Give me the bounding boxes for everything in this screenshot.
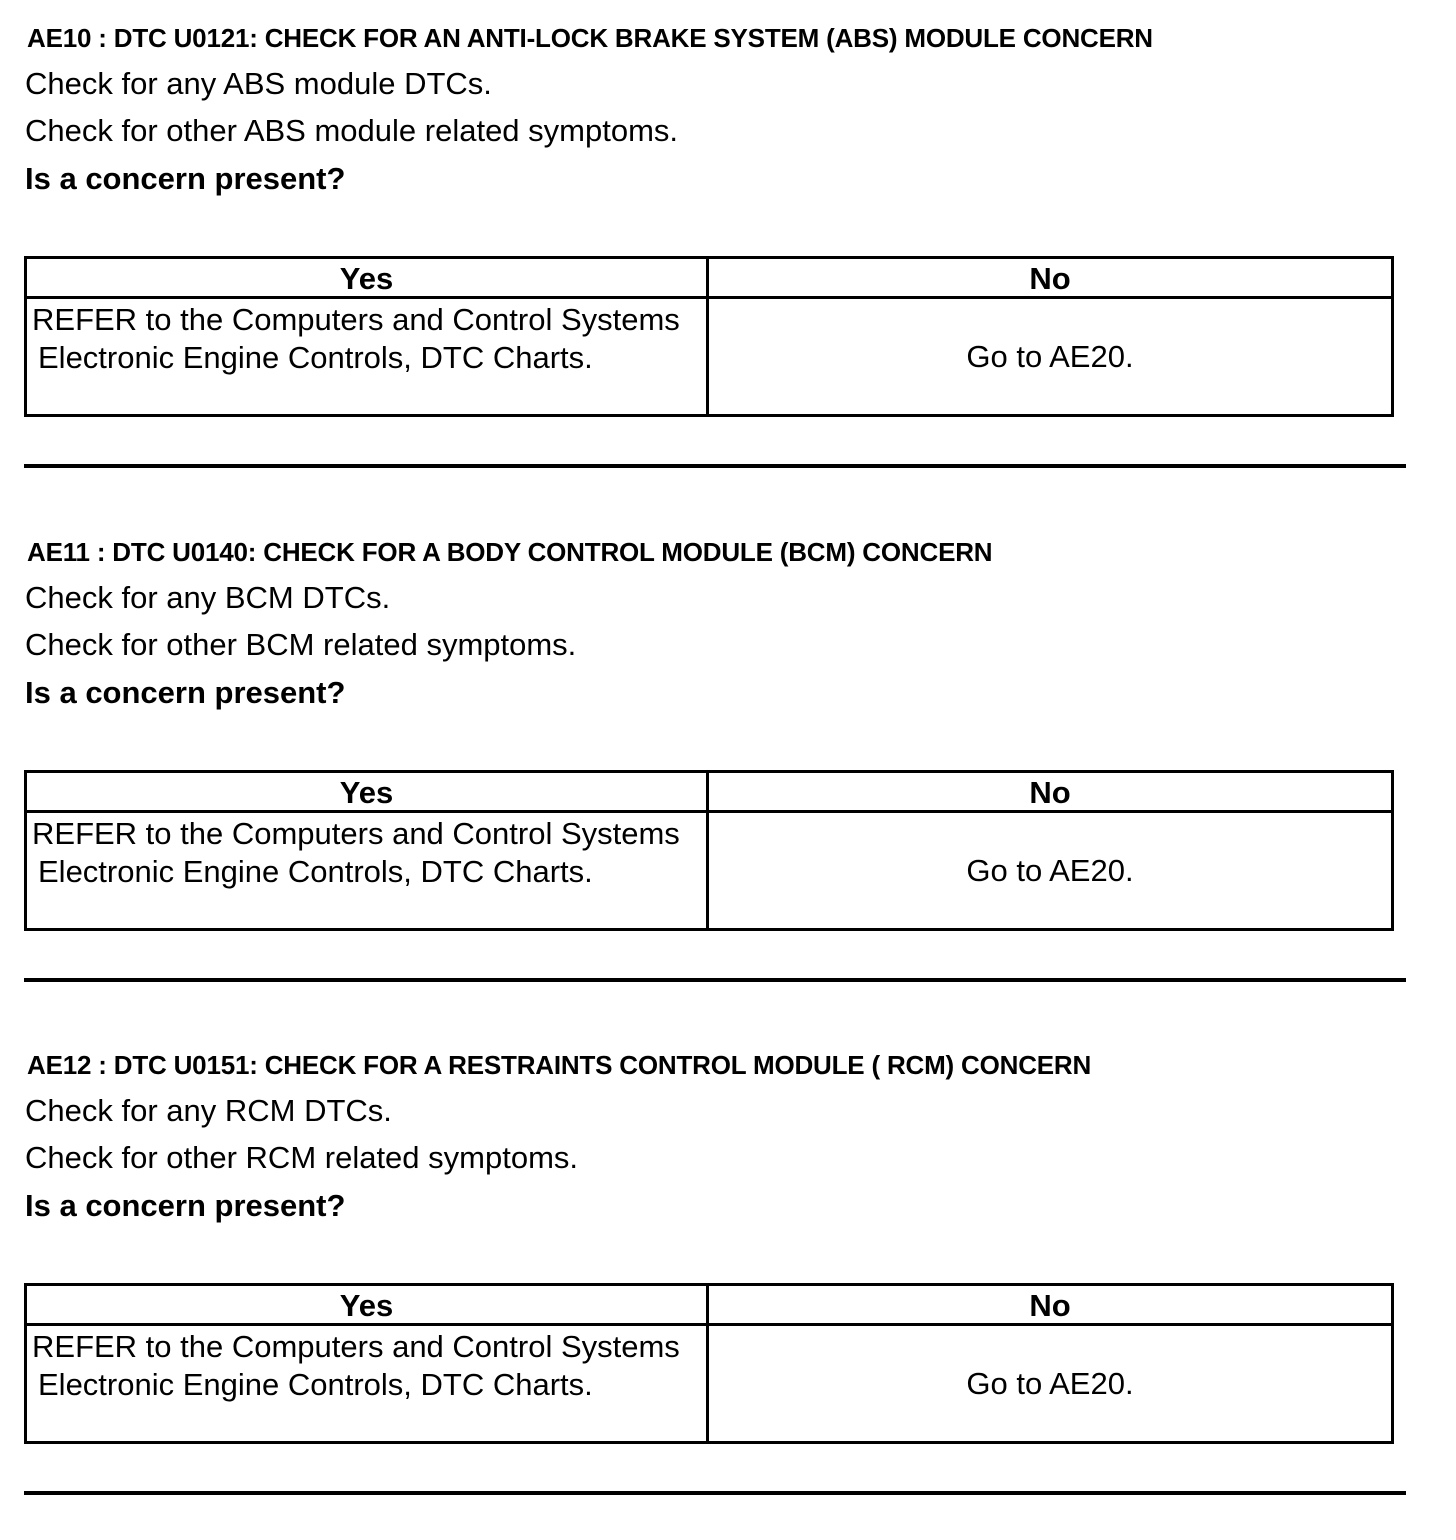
question: Is a concern present? [25, 1188, 346, 1223]
decision-table [24, 1283, 1394, 1444]
step-title: AE11 : DTC U0140: CHECK FOR A BODY CONTROL MODULE (BCM) CONCERN [27, 537, 993, 567]
question: Is a concern present? [25, 161, 346, 196]
yes-header: Yes [27, 1286, 709, 1326]
no-cell: Go to AE20. [966, 339, 1134, 374]
instruction-1: Check for any RCM DTCs. [25, 1093, 392, 1128]
no-header: No [709, 773, 1391, 813]
instruction-2: Check for other BCM related symptoms. [25, 627, 577, 662]
instruction-1: Check for any ABS module DTCs. [25, 66, 492, 101]
instruction-2: Check for other ABS module related symptoms. [25, 113, 679, 148]
section-divider [24, 464, 1406, 468]
yes-cell-line-1: REFER to the Computers and Control Systems [32, 1329, 680, 1364]
no-header: No [709, 1286, 1391, 1326]
decision-table [24, 770, 1394, 931]
yes-cell [27, 813, 709, 928]
section-divider [24, 978, 1406, 982]
yes-cell-line-2: Electronic Engine Controls, DTC Charts. [38, 854, 593, 889]
step-ae10 [0, 0, 1456, 513]
yes-cell-line-1: REFER to the Computers and Control Systems [32, 816, 680, 851]
yes-cell [27, 299, 709, 414]
yes-cell [27, 1326, 709, 1441]
instruction-1: Check for any BCM DTCs. [25, 580, 391, 615]
step-title: AE12 : DTC U0151: CHECK FOR A RESTRAINTS CONTROL MODULE ( RCM) CONCERN [27, 1050, 1092, 1080]
yes-cell-line-2: Electronic Engine Controls, DTC Charts. [38, 1367, 593, 1402]
no-cell: Go to AE20. [966, 853, 1134, 888]
yes-cell-line-2: Electronic Engine Controls, DTC Charts. [38, 340, 593, 375]
question: Is a concern present? [25, 675, 346, 710]
step-title: AE10 : DTC U0121: CHECK FOR AN ANTI-LOCK BRAKE SYSTEM (ABS) MODULE CONCERN [27, 23, 1153, 53]
decision-table [24, 256, 1394, 417]
no-header: No [709, 259, 1391, 299]
yes-cell-line-1: REFER to the Computers and Control Systems [32, 302, 680, 337]
yes-header: Yes [27, 259, 709, 299]
instruction-2: Check for other RCM related symptoms. [25, 1140, 579, 1175]
no-cell: Go to AE20. [966, 1366, 1134, 1401]
section-divider [24, 1491, 1406, 1495]
step-ae12 [0, 1027, 1456, 1540]
yes-header: Yes [27, 773, 709, 813]
step-ae11 [0, 514, 1456, 1027]
